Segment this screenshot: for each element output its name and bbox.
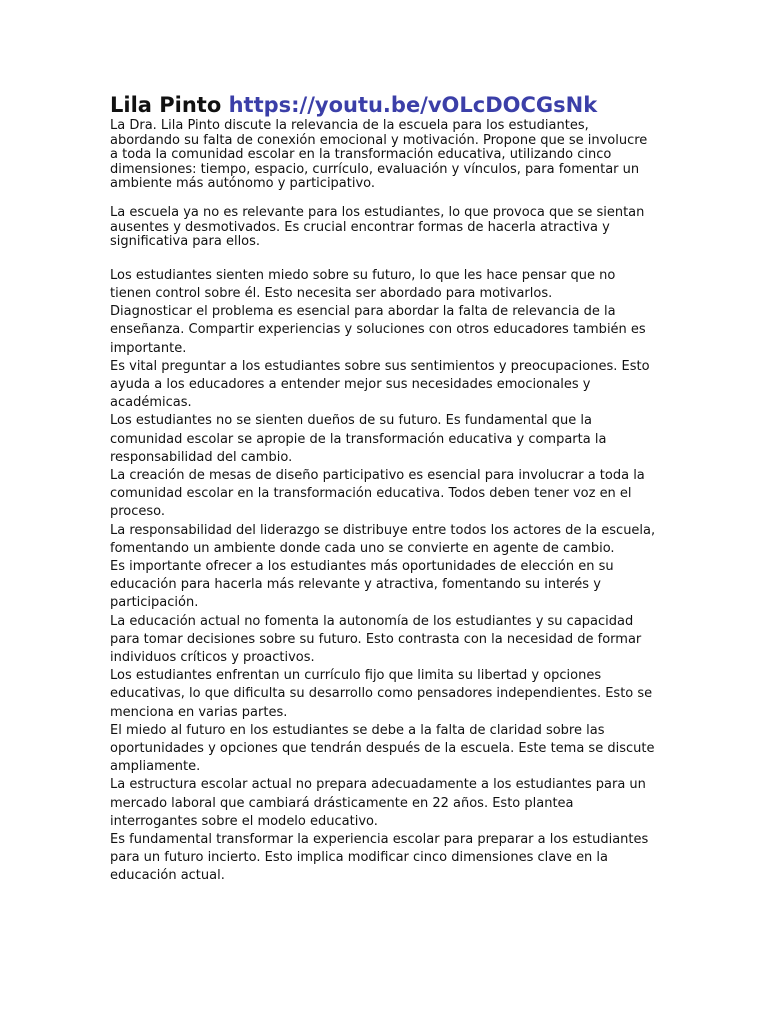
- key-points: [110, 267, 658, 886]
- speaker-name: Lila Pinto: [110, 93, 222, 117]
- key-point: Los estudiantes sienten miedo sobre su futuro, lo que les hace pensar que no tienen control sobre él. Esto necesita ser abordado para motivarlos.: [110, 267, 616, 301]
- key-point: La educación actual no fomenta la autonomía de los estudiantes y su capacidad para tomar decisiones sobre su futuro. Esto contrasta con la necesidad de formar individuos críticos y proactivos.: [110, 613, 642, 666]
- key-point: La creación de mesas de diseño participativo es esencial para involucrar a toda la comunidad escolar en la transformación educativa. Todos deben tener voz en el proceso.: [110, 467, 645, 520]
- key-point: Los estudiantes no se sienten dueños de su futuro. Es fundamental que la comunidad escolar se apropie de la transformación educativa y comparta la responsabilidad del cambio.: [110, 413, 607, 465]
- document-page: [110, 92, 658, 886]
- key-point: Es fundamental transformar la experiencia escolar para preparar a los estudiantes para un futuro incierto. Esto implica modificar cinco dimensiones clave en la educación actual.: [110, 832, 649, 884]
- document-title: [110, 92, 658, 118]
- key-point: La estructura escolar actual no prepara adecuadamente a los estudiantes para un mercado laboral que cambiará drásticamente en 22 años. Esto plantea interrogantes sobre el modelo educativo.: [110, 777, 646, 829]
- intro-paragraph: La escuela ya no es relevante para los estudiantes, lo que provoca que se sientan ausentes y desmotivados. Es crucial encontrar formas de hacerla atractiva y significativa para ellos.: [110, 204, 645, 250]
- key-point: Es vital preguntar a los estudiantes sobre sus sentimientos y preocupaciones. Esto ayuda a los educadores a entender mejor sus necesidades emocionales y académicas.: [110, 358, 650, 411]
- key-point: La responsabilidad del liderazgo se distribuye entre todos los actores de la escuela, fomentando un ambiente donde cada uno se convierte en agente de cambio.: [110, 522, 656, 556]
- summary-paragraph: La Dra. Lila Pinto discute la relevancia de la escuela para los estudiantes, abordando su falta de conexión emocional y motivación. Propone que se involucre a toda la comunidad escolar en la transformación educativa, utilizando cinco dimensiones: tiempo, espacio, currículo, evaluación y vínculos, para fomentar un ambiente más autónomo y participativo.: [110, 118, 648, 192]
- key-point: Es importante ofrecer a los estudiantes más oportunidades de elección en su educación para hacerla más relevante y atractiva, fomentando su interés y participación.: [110, 559, 614, 611]
- video-link[interactable]: https://youtu.be/vOLcDOCGsNk: [228, 93, 598, 117]
- key-point: El miedo al futuro en los estudiantes se debe a la falta de claridad sobre las oportunidades y opciones que tendrán después de la escuela. Este tema se discute ampliamente.: [110, 722, 655, 775]
- key-point: Los estudiantes enfrentan un currículo fijo que limita su libertad y opciones educativas, lo que dificulta su desarrollo como pensadores independientes. Esto se menciona en varias partes.: [110, 668, 653, 720]
- key-point: Diagnosticar el problema es esencial para abordar la falta de relevancia de la enseñanza. Compartir experiencias y soluciones con otros educadores también es importante.: [110, 304, 646, 356]
